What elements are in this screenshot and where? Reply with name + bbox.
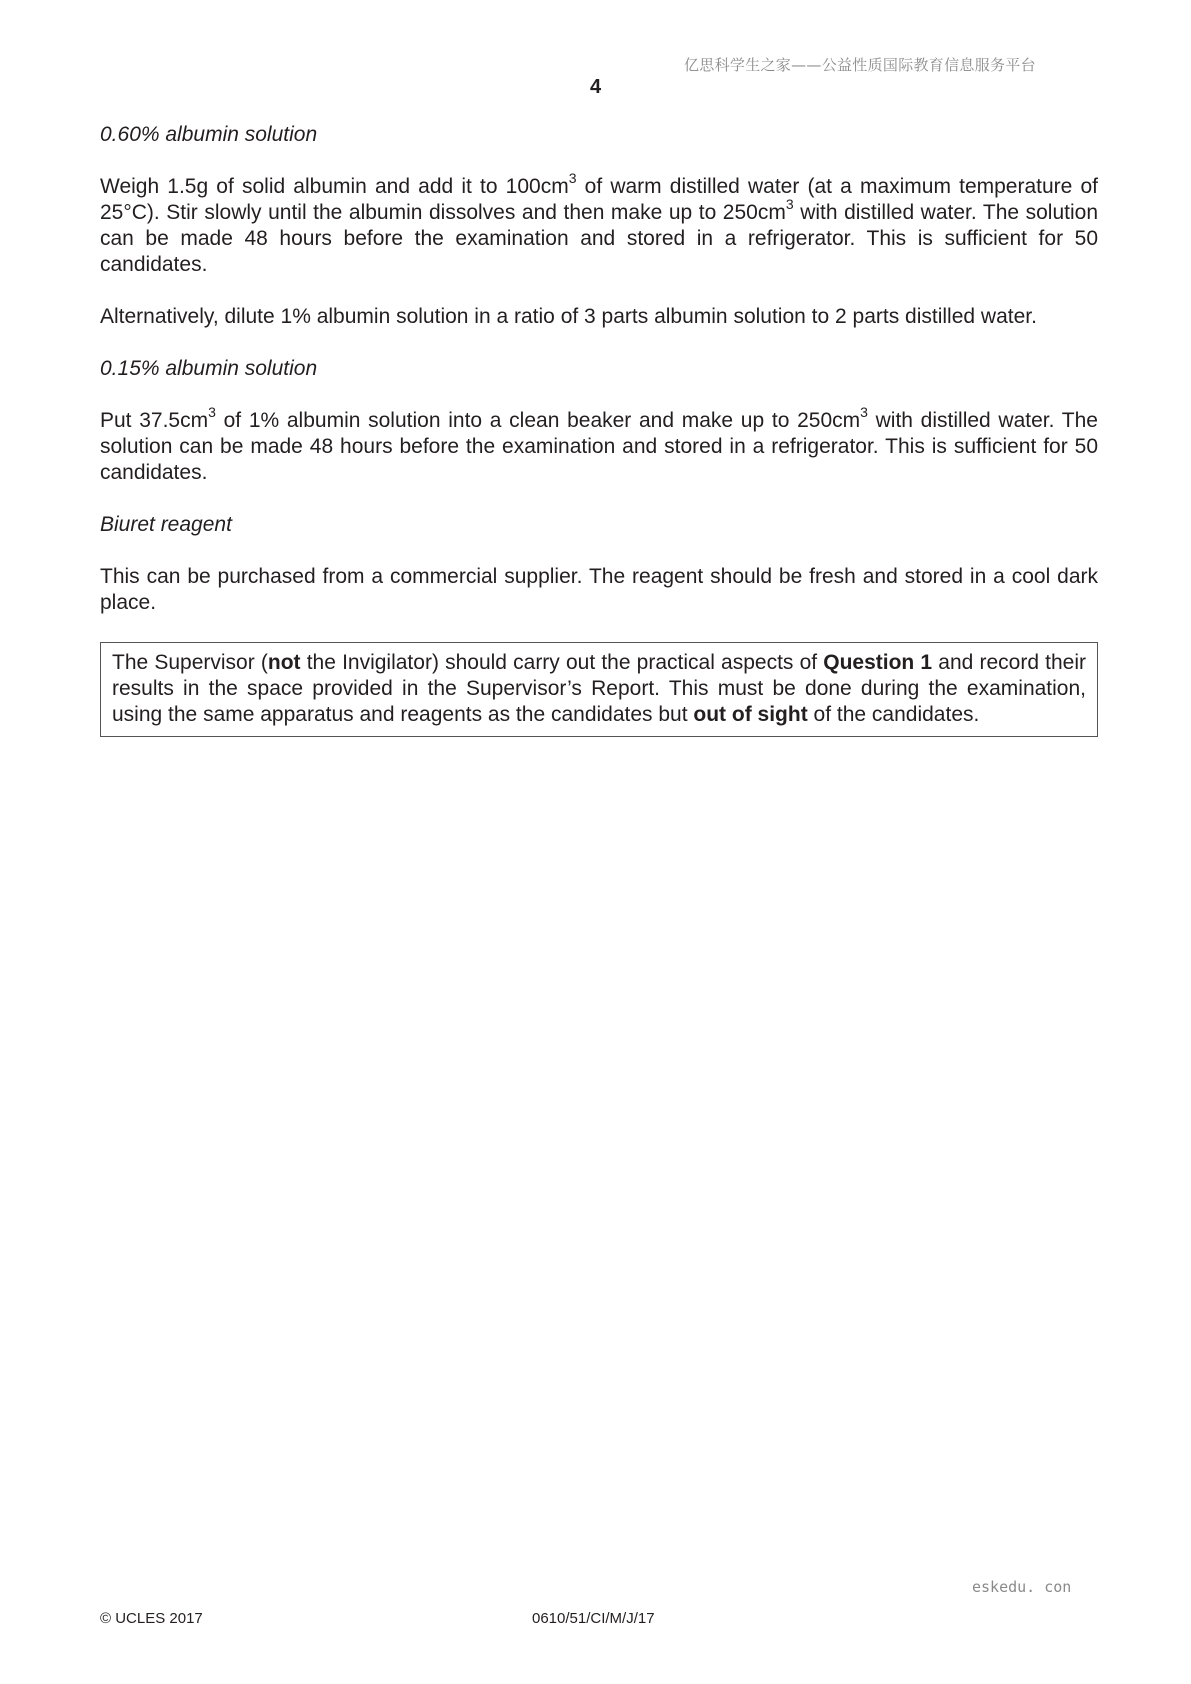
albumin-015-instructions: [100, 404, 1098, 486]
section-heading-albumin-060: 0.60% albumin solution: [100, 123, 318, 146]
text-run: The Supervisor (: [112, 651, 268, 674]
bold-text: Question 1: [823, 651, 933, 674]
section-heading-albumin-015: 0.15% albumin solution: [100, 357, 318, 380]
bold-text: not: [267, 651, 301, 674]
footer-copyright: © UCLES 2017: [100, 1610, 203, 1627]
bold-text: out of sight: [693, 703, 808, 726]
text-run: Weigh 1.5g of solid albumin and add it to 100cm: [100, 175, 569, 198]
superscript: 3: [785, 196, 794, 212]
page-number: 4: [589, 76, 602, 98]
albumin-060-alternative: Alternatively, dilute 1% albumin solution in a ratio of 3 parts albumin solution to 2 parts distilled water.: [100, 305, 1037, 328]
footer-watermark: eskedu. con: [972, 1578, 1072, 1596]
header-watermark: 亿思科学生之家——公益性质国际教育信息服务平台: [684, 56, 1036, 74]
superscript: 3: [568, 170, 577, 186]
footer-paper-code: 0610/51/CI/M/J/17: [532, 1610, 655, 1627]
albumin-060-instructions: [100, 170, 1099, 278]
biuret-instructions: This can be purchased from a commercial supplier. The reagent should be fresh and stored in a cool dark place.: [100, 565, 1098, 614]
supervisor-notice-box: [100, 642, 1098, 737]
text-run: with distilled water. The solution can be made 48 hours before the examination and stored in a refrigerator. This is sufficient for 50 candidates.: [100, 201, 1098, 276]
text-run: Put 37.5cm: [100, 409, 209, 432]
text-run: and record their results in the space provided in the Supervisor’s Report. This must be done during the examination, using the same apparatus and reagents as the candidates but: [112, 651, 1087, 726]
section-heading-biuret: Biuret reagent: [100, 513, 232, 536]
page-content: [100, 122, 1098, 737]
text-run: the Invigilator) should carry out the practical aspects of: [300, 651, 824, 674]
text-run: of 1% albumin solution into a clean beaker and make up to 250cm: [215, 409, 861, 432]
superscript: 3: [208, 404, 216, 420]
text-run: with distilled water. The solution can be made 48 hours before the examination and stored in a refrigerator. This is sufficient for 50 candidates.: [100, 409, 1098, 484]
text-run: of warm distilled water (at a maximum temperature of 25°C). Stir slowly until the albumin dissolves and then make up to 250cm: [100, 175, 1099, 224]
superscript: 3: [860, 404, 868, 420]
text-run: of the candidates.: [807, 703, 980, 726]
